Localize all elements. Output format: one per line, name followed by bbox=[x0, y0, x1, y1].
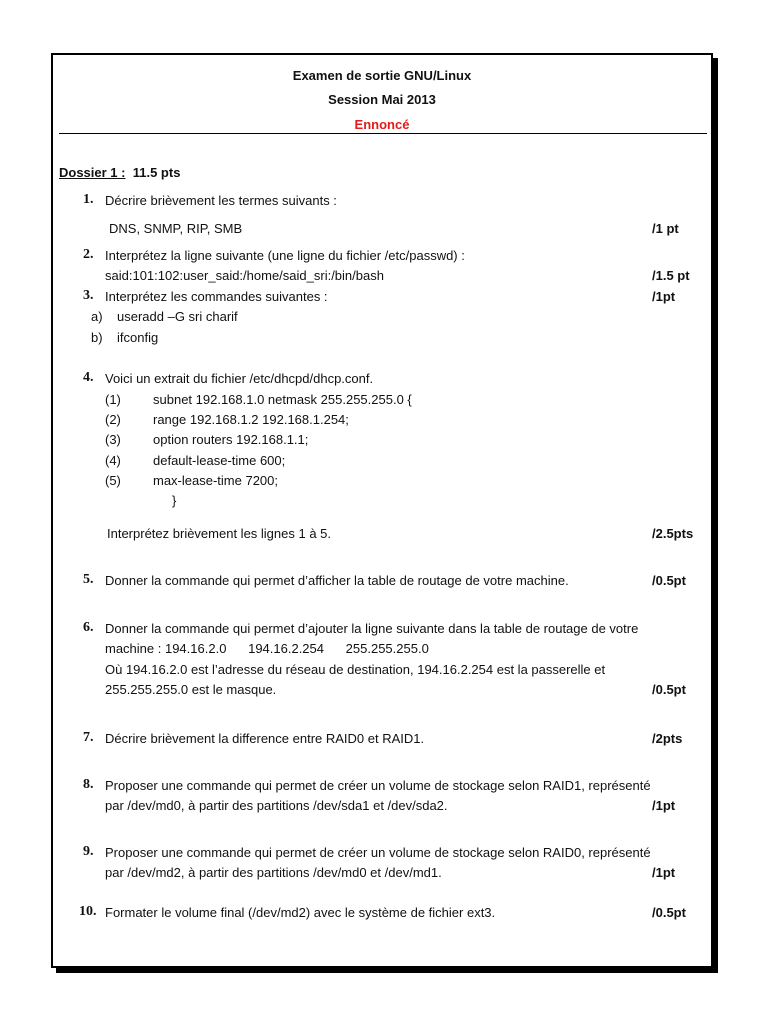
q3-text: Interprétez les commandes suivantes : bbox=[105, 289, 328, 304]
q3-a-text: useradd –G sri charif bbox=[117, 309, 238, 324]
exam-session: Session Mai 2013 bbox=[328, 92, 436, 107]
q1-points: /1 pt bbox=[652, 221, 679, 236]
q2-passwd-line: said:101:102:user_said:/home/said_sri:/bin/bash bbox=[105, 268, 384, 283]
q4-line-number: (2) bbox=[105, 412, 121, 427]
q10-number: 10. bbox=[79, 904, 97, 919]
dossier-points: 11.5 pts bbox=[132, 165, 181, 180]
q9-points: /1pt bbox=[652, 865, 676, 880]
q9-line2: par /dev/md2, à partir des partitions /dev/md0 et /dev/md1. bbox=[105, 865, 442, 880]
q6-points: /0.5pt bbox=[652, 682, 686, 697]
q10-text: Formater le volume final (/dev/md2) avec le système de fichier ext3. bbox=[105, 905, 496, 920]
q3-number: 3. bbox=[83, 288, 94, 303]
q10-points: /0.5pt bbox=[652, 905, 686, 920]
q4-code-line: option routers 192.168.1.1; bbox=[153, 432, 309, 447]
q4-closing-brace: } bbox=[172, 493, 177, 508]
q4-text: Voici un extrait du fichier /etc/dhcpd/dhcp.conf. bbox=[105, 371, 374, 386]
q4-code-line: max-lease-time 7200; bbox=[153, 473, 278, 488]
q4-line-number: (5) bbox=[105, 473, 121, 488]
q4-code-line: subnet 192.168.1.0 netmask 255.255.255.0 { bbox=[153, 392, 412, 407]
header-divider bbox=[59, 133, 707, 134]
q8-number: 8. bbox=[83, 777, 94, 792]
q6-line3: Où 194.16.2.0 est l’adresse du réseau de destination, 194.16.2.254 est la passerelle et bbox=[105, 662, 606, 677]
q6-line1: Donner la commande qui permet d’ajouter la ligne suivante dans la table de routage de votre bbox=[105, 621, 639, 636]
q3-points: /1pt bbox=[652, 289, 676, 304]
exam-title: Examen de sortie GNU/Linux bbox=[292, 68, 472, 83]
q7-points: /2pts bbox=[652, 731, 683, 746]
q7-text: Décrire brièvement la difference entre RAID0 et RAID1. bbox=[105, 731, 425, 746]
q4-code-line: range 192.168.1.2 192.168.1.254; bbox=[153, 412, 349, 427]
q8-line2: par /dev/md0, à partir des partitions /dev/sda1 et /dev/sda2. bbox=[105, 798, 448, 813]
dossier-sep: : bbox=[117, 165, 126, 180]
dossier-label: Dossier 1 bbox=[59, 165, 118, 180]
q1-text: Décrire brièvement les termes suivants : bbox=[105, 193, 337, 208]
q2-number: 2. bbox=[83, 247, 94, 262]
dossier-heading bbox=[59, 165, 180, 180]
q9-line1: Proposer une commande qui permet de créer un volume de stockage selon RAID0, représenté bbox=[105, 845, 651, 860]
q5-points: /0.5pt bbox=[652, 573, 686, 588]
q6-number: 6. bbox=[83, 620, 94, 635]
q4-line-number: (4) bbox=[105, 453, 121, 468]
q3-b-text: ifconfig bbox=[117, 330, 159, 345]
q5-number: 5. bbox=[83, 572, 94, 587]
q2-points: /1.5 pt bbox=[652, 268, 690, 283]
q4-points: /2.5pts bbox=[652, 526, 694, 541]
q4-instruction: Interprétez brièvement les lignes 1 à 5. bbox=[107, 526, 332, 541]
q4-line-number: (3) bbox=[105, 432, 121, 447]
q6-line2: machine : 194.16.2.0 194.16.2.254 255.255.255.0 bbox=[105, 641, 429, 656]
q9-number: 9. bbox=[83, 844, 94, 859]
q6-line4: 255.255.255.0 est le masque. bbox=[105, 682, 277, 697]
q1-terms: DNS, SNMP, RIP, SMB bbox=[109, 221, 243, 236]
q8-line1: Proposer une commande qui permet de créer un volume de stockage selon RAID1, représenté bbox=[105, 778, 651, 793]
exam-page bbox=[51, 53, 713, 968]
q2-text: Interprétez la ligne suivante (une ligne du fichier /etc/passwd) : bbox=[105, 248, 465, 263]
q4-line-number: (1) bbox=[105, 392, 121, 407]
q3-a-label: a) bbox=[91, 309, 103, 324]
q3-b-label: b) bbox=[91, 330, 103, 345]
q4-code-line: default-lease-time 600; bbox=[153, 453, 286, 468]
q5-text: Donner la commande qui permet d’afficher la table de routage de votre machine. bbox=[105, 573, 569, 588]
q4-number: 4. bbox=[83, 370, 94, 385]
exam-subtitle: Ennoncé bbox=[354, 117, 410, 132]
q7-number: 7. bbox=[83, 730, 94, 745]
q8-points: /1pt bbox=[652, 798, 676, 813]
q1-number: 1. bbox=[83, 192, 94, 207]
